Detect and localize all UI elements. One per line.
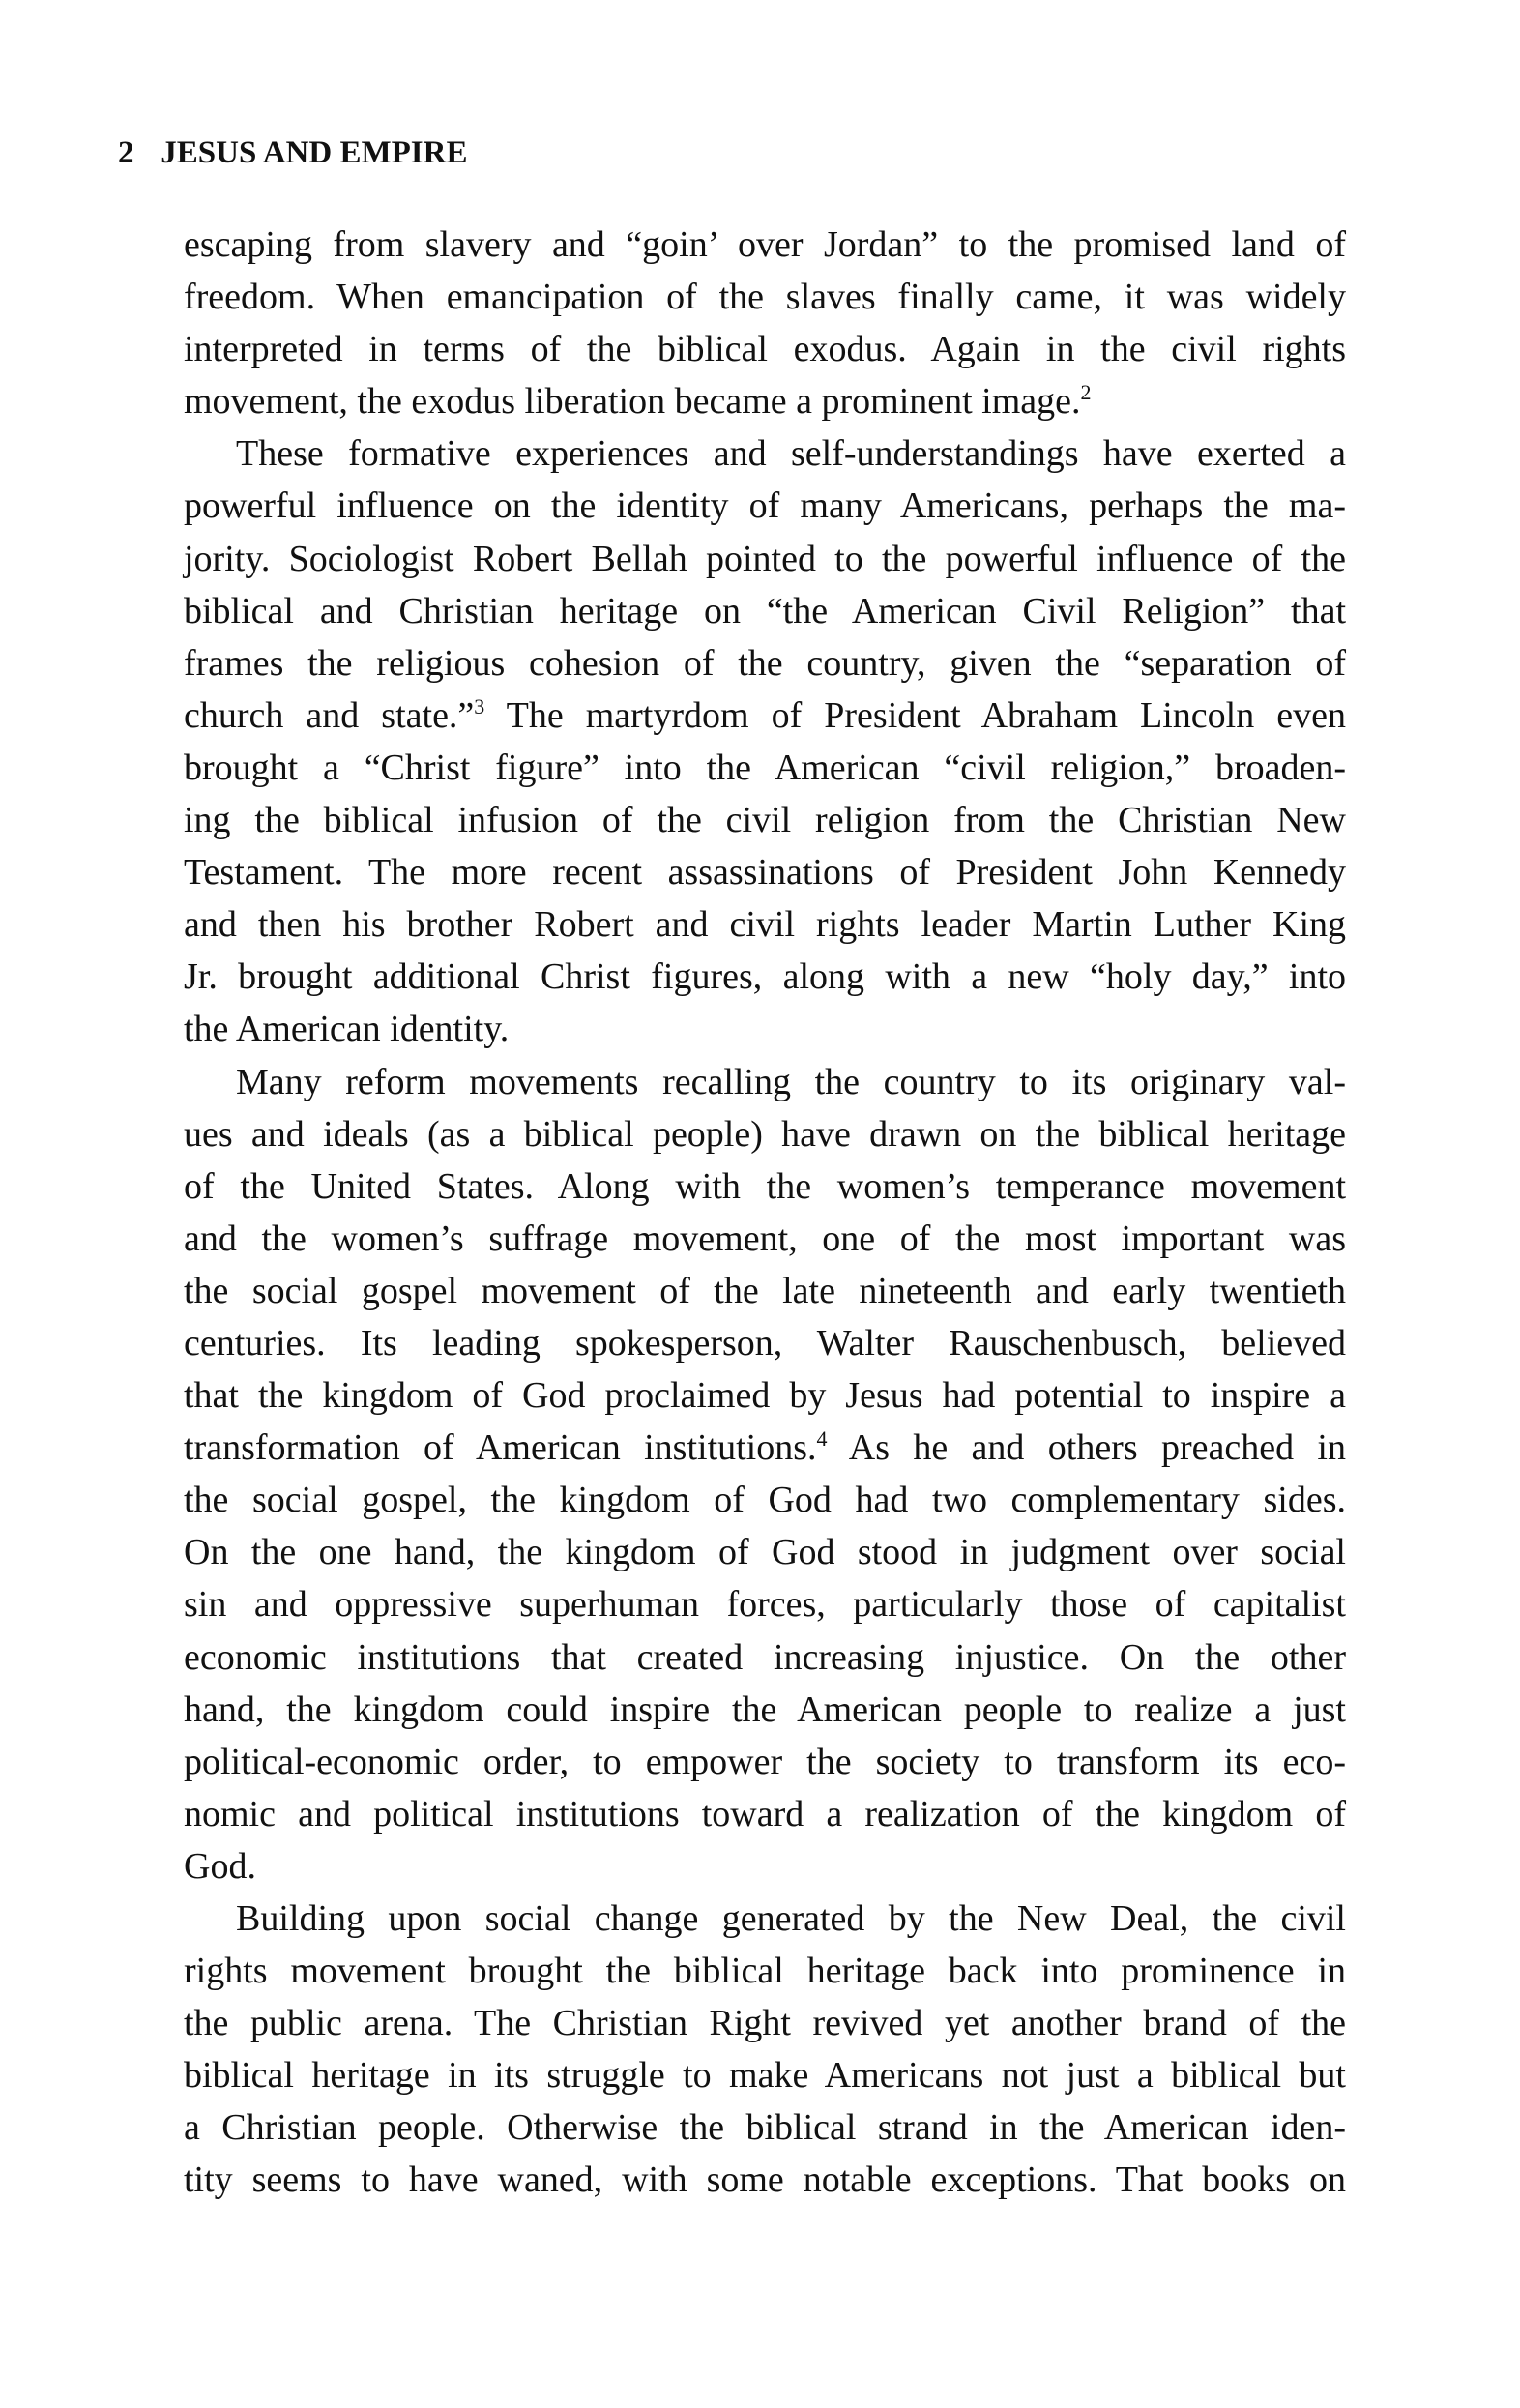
line-text: The martyrdom of President Abraham Lincoln even: [484, 694, 1346, 736]
text-line: [184, 2101, 1346, 2154]
text-line: [184, 1422, 1346, 1474]
line-text: frames the religious cohesion of the country, given the “separation of: [184, 642, 1346, 684]
paragraph: [184, 1893, 1346, 2207]
text-line: [184, 1893, 1346, 1945]
text-line: [184, 375, 1346, 427]
line-text: biblical heritage in its struggle to make Americans not just a biblical but: [184, 2055, 1346, 2097]
text-line: [184, 1736, 1346, 1788]
text-line: [184, 1265, 1346, 1317]
paragraph: [184, 427, 1346, 1055]
text-line: [184, 1945, 1346, 1997]
line-text: movement, the exodus liberation became a prominent image.: [184, 381, 1081, 423]
text-line: [184, 1997, 1346, 2049]
line-text: transformation of American institutions.: [184, 1427, 817, 1469]
text-line: [184, 1684, 1346, 1736]
line-text: of the United States. Along with the women’s temperance movement: [184, 1165, 1346, 1207]
page-number: 2: [118, 135, 134, 170]
paragraph: [184, 1056, 1346, 1894]
text-line: [184, 533, 1346, 585]
text-line: [184, 219, 1346, 271]
text-line: [184, 480, 1346, 532]
line-text: political-economic order, to empower the society to transform its eco-: [184, 1741, 1346, 1782]
line-text: church and state.”: [184, 694, 475, 736]
paragraph: [184, 219, 1346, 427]
line-text: ing the biblical infusion of the civil religion from the Christian New: [184, 800, 1346, 841]
line-text: hand, the kingdom could inspire the American people to realize a just: [184, 1689, 1346, 1730]
line-text: and then his brother Robert and civil rights leader Martin Luther King: [184, 904, 1346, 946]
text-line: [184, 1526, 1346, 1578]
line-text: Building upon social change generated by the New Deal, the civil: [236, 1898, 1346, 1939]
text-line: [184, 271, 1346, 323]
line-text: nomic and political institutions toward a realization of the kingdom of: [184, 1793, 1346, 1835]
text-line: [184, 1003, 1346, 1055]
line-text: a Christian people. Otherwise the biblical strand in the American iden-: [184, 2107, 1346, 2149]
text-line: [184, 2154, 1346, 2206]
text-line: [184, 1840, 1346, 1893]
line-text: escaping from slavery and “goin’ over Jordan” to the promised land of: [184, 224, 1346, 265]
line-text: biblical and Christian heritage on “the American Civil Religion” that: [184, 590, 1346, 631]
text-line: [184, 585, 1346, 637]
footnote-marker: 4: [816, 1426, 828, 1452]
footnote-marker: 2: [1080, 380, 1092, 405]
text-line: [184, 323, 1346, 375]
text-line: [184, 794, 1346, 846]
text-line: [184, 898, 1346, 951]
line-text: As he and others preached in: [827, 1427, 1346, 1469]
line-text: the social gospel, the kingdom of God had two complementary sides.: [184, 1480, 1346, 1521]
text-line: [184, 1631, 1346, 1684]
line-text: powerful influence on the identity of many Americans, perhaps the ma-: [184, 485, 1346, 527]
running-head: [118, 135, 467, 171]
line-text: Testament. The more recent assassinations of President John Kennedy: [184, 852, 1346, 894]
line-text: rights movement brought the biblical heritage back into prominence in: [184, 1951, 1346, 1992]
line-text: God.: [184, 1845, 256, 1887]
line-text: Jr. brought additional Christ figures, along with a new “holy day,” into: [184, 956, 1346, 998]
line-text: economic institutions that created increasing injustice. On the other: [184, 1636, 1346, 1678]
line-text: that the kingdom of God proclaimed by Jesus had potential to inspire a: [184, 1375, 1346, 1417]
running-head-title: JESUS AND EMPIRE: [161, 135, 468, 170]
text-line: [184, 1474, 1346, 1526]
line-text: Many reform movements recalling the country to its originary val-: [236, 1061, 1346, 1102]
line-text: tity seems to have waned, with some notable exceptions. That books on: [184, 2159, 1346, 2201]
line-text: brought a “Christ figure” into the American “civil religion,” broaden-: [184, 747, 1346, 788]
line-text: centuries. Its leading spokesperson, Walter Rauschenbusch, believed: [184, 1322, 1346, 1364]
text-line: [184, 427, 1346, 480]
line-text: jority. Sociologist Robert Bellah pointed to the powerful influence of the: [184, 538, 1346, 579]
text-line: [184, 951, 1346, 1003]
text-line: [184, 1213, 1346, 1265]
text-line: [184, 1788, 1346, 1840]
text-line: [184, 1056, 1346, 1108]
line-text: the American identity.: [184, 1009, 510, 1050]
text-line: [184, 1578, 1346, 1630]
line-text: On the one hand, the kingdom of God stood in judgment over social: [184, 1532, 1346, 1573]
line-text: and the women’s suffrage movement, one of the most important was: [184, 1218, 1346, 1259]
footnote-marker: 3: [474, 693, 485, 719]
line-text: the public arena. The Christian Right revived yet another brand of the: [184, 2003, 1346, 2044]
text-line: [184, 742, 1346, 794]
text-line: [184, 637, 1346, 690]
line-text: These formative experiences and self-understandings have exerted a: [236, 433, 1346, 475]
line-text: the social gospel movement of the late nineteenth and early twentieth: [184, 1270, 1346, 1311]
text-line: [184, 1108, 1346, 1160]
line-text: freedom. When emancipation of the slaves finally came, it was widely: [184, 277, 1346, 318]
text-line: [184, 2049, 1346, 2101]
text-line: [184, 846, 1346, 898]
line-text: ues and ideals (as a biblical people) have drawn on the biblical heritage: [184, 1113, 1346, 1155]
text-line: [184, 1369, 1346, 1422]
line-text: sin and oppressive superhuman forces, particularly those of capitalist: [184, 1584, 1346, 1626]
body-text: [184, 219, 1346, 2207]
text-line: [184, 1160, 1346, 1213]
text-line: [184, 1317, 1346, 1369]
line-text: interpreted in terms of the biblical exodus. Again in the civil rights: [184, 329, 1346, 370]
text-line: [184, 690, 1346, 742]
